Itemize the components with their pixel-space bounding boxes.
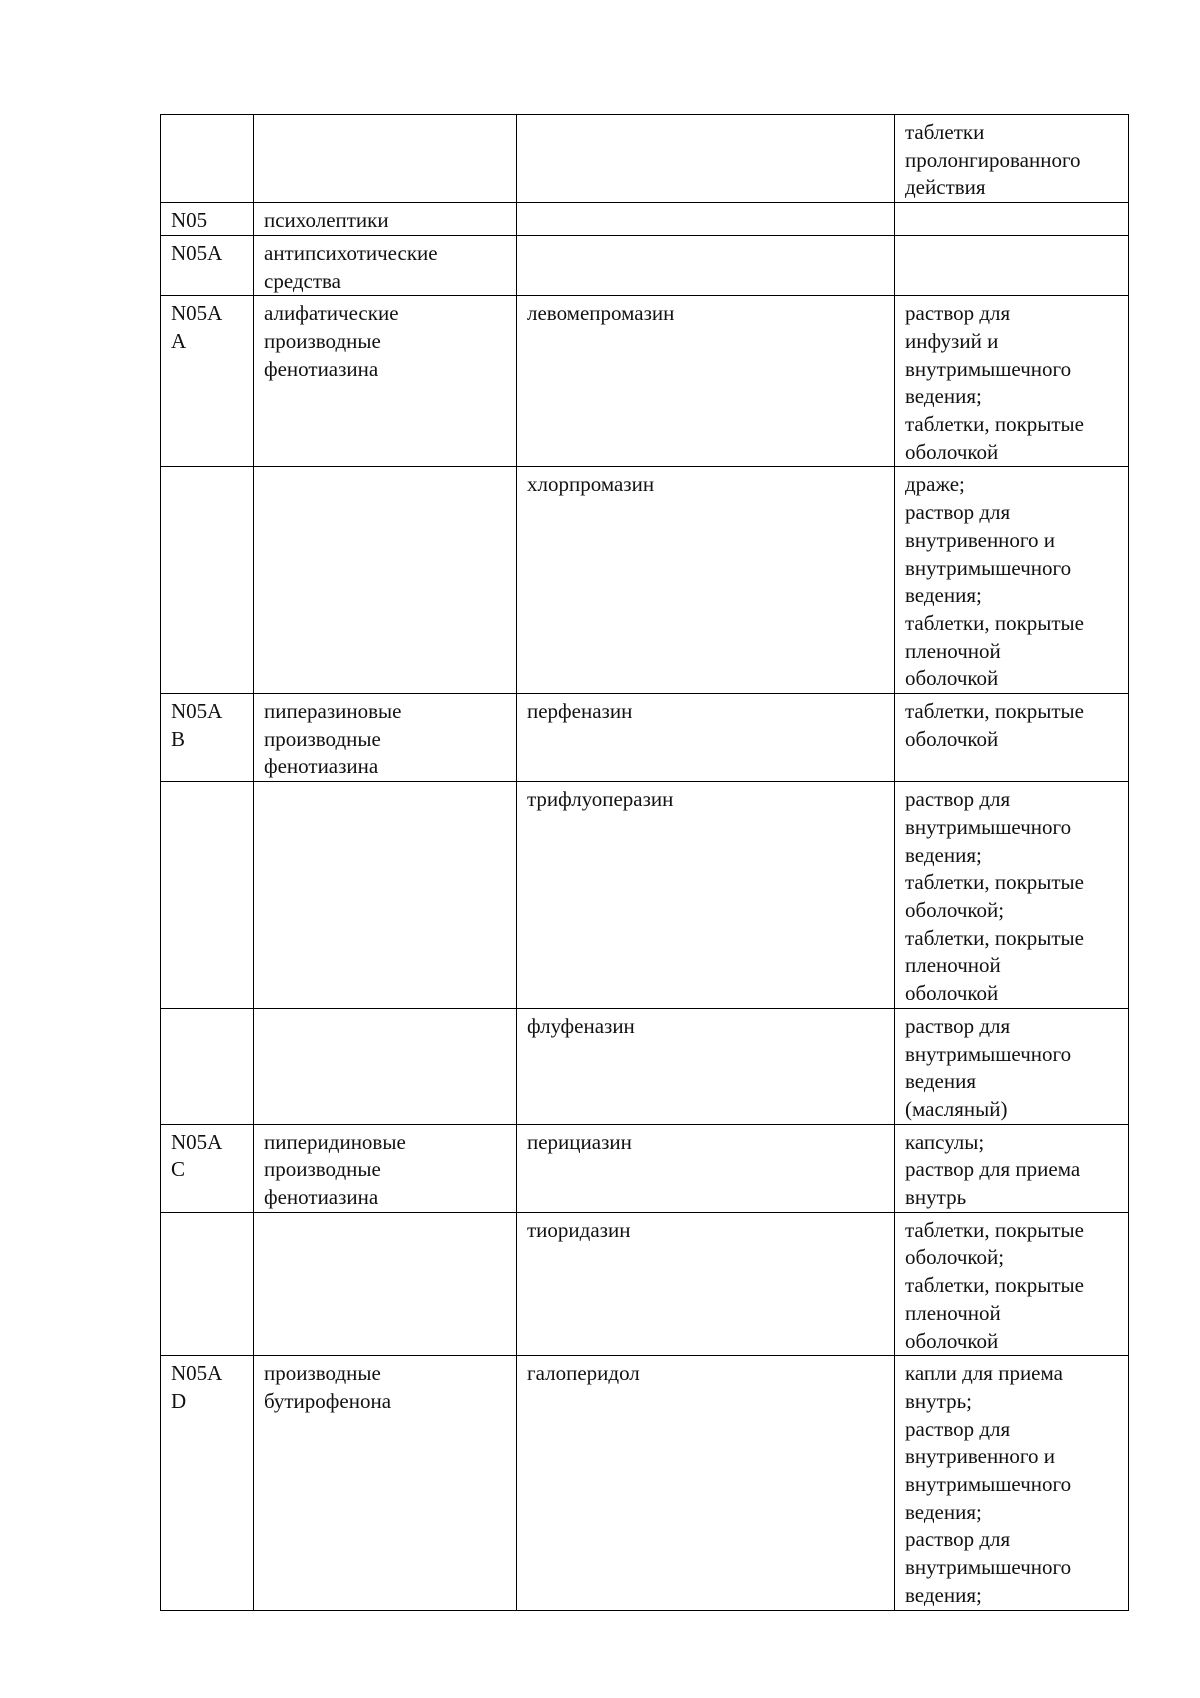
table-row bbox=[161, 1356, 1129, 1610]
pharmacological-group-cell bbox=[254, 782, 517, 1009]
table-row bbox=[161, 203, 1129, 236]
dosage-form-cell: капсулы; раствор для приема внутрь bbox=[895, 1124, 1129, 1212]
pharmacological-group-cell bbox=[254, 1212, 517, 1356]
pharmacological-group-cell: алифатические производные фенотиазина bbox=[254, 296, 517, 467]
atc-code-cell: N05A bbox=[161, 235, 254, 295]
dosage-form-cell: драже; раствор для внутривенного и внутримышечного ведения; таблетки, покрытые пленочной оболочкой bbox=[895, 467, 1129, 694]
atc-code-cell: N05A D bbox=[161, 1356, 254, 1610]
table-row bbox=[161, 235, 1129, 295]
atc-code-cell bbox=[161, 1008, 254, 1124]
atc-code-cell bbox=[161, 467, 254, 694]
drug-name-cell bbox=[517, 203, 895, 236]
pharmacological-group-cell bbox=[254, 1008, 517, 1124]
drug-name-cell: перфеназин bbox=[517, 694, 895, 782]
dosage-form-cell bbox=[895, 235, 1129, 295]
pharmacological-group-cell: антипсихотические средства bbox=[254, 235, 517, 295]
table-row bbox=[161, 782, 1129, 1009]
drug-classification-table bbox=[160, 114, 1129, 1611]
pharmacological-group-cell: производные бутирофенона bbox=[254, 1356, 517, 1610]
table-row bbox=[161, 1008, 1129, 1124]
drug-name-cell: трифлуоперазин bbox=[517, 782, 895, 1009]
atc-code-cell bbox=[161, 115, 254, 203]
atc-code-cell: N05A B bbox=[161, 694, 254, 782]
dosage-form-cell: таблетки, покрытые оболочкой bbox=[895, 694, 1129, 782]
atc-code-cell bbox=[161, 1212, 254, 1356]
drug-name-cell: перициазин bbox=[517, 1124, 895, 1212]
drug-name-cell: левомепромазин bbox=[517, 296, 895, 467]
drug-name-cell: флуфеназин bbox=[517, 1008, 895, 1124]
atc-code-cell: N05 bbox=[161, 203, 254, 236]
pharmacological-group-cell bbox=[254, 115, 517, 203]
drug-name-cell: тиоридазин bbox=[517, 1212, 895, 1356]
dosage-form-cell: раствор для инфузий и внутримышечного ведения; таблетки, покрытые оболочкой bbox=[895, 296, 1129, 467]
dosage-form-cell: капли для приема внутрь; раствор для внутривенного и внутримышечного ведения; раствор для внутримышечного ведения; bbox=[895, 1356, 1129, 1610]
pharmacological-group-cell: психолептики bbox=[254, 203, 517, 236]
pharmacological-group-cell bbox=[254, 467, 517, 694]
dosage-form-cell: таблетки, покрытые оболочкой; таблетки, покрытые пленочной оболочкой bbox=[895, 1212, 1129, 1356]
table-body bbox=[161, 115, 1129, 1611]
table-row bbox=[161, 1212, 1129, 1356]
dosage-form-cell: раствор для внутримышечного ведения (масляный) bbox=[895, 1008, 1129, 1124]
table-row bbox=[161, 296, 1129, 467]
dosage-form-cell bbox=[895, 203, 1129, 236]
drug-name-cell: хлорпромазин bbox=[517, 467, 895, 694]
atc-code-cell: N05A A bbox=[161, 296, 254, 467]
dosage-form-cell: таблетки пролонгированного действия bbox=[895, 115, 1129, 203]
atc-code-cell bbox=[161, 782, 254, 1009]
drug-name-cell bbox=[517, 235, 895, 295]
atc-code-cell: N05A C bbox=[161, 1124, 254, 1212]
pharmacological-group-cell: пиперазиновые производные фенотиазина bbox=[254, 694, 517, 782]
table-row bbox=[161, 115, 1129, 203]
table-row bbox=[161, 467, 1129, 694]
dosage-form-cell: раствор для внутримышечного ведения; таблетки, покрытые оболочкой; таблетки, покрытые пленочной оболочкой bbox=[895, 782, 1129, 1009]
drug-name-cell bbox=[517, 115, 895, 203]
drug-name-cell: галоперидол bbox=[517, 1356, 895, 1610]
pharmacological-group-cell: пиперидиновые производные фенотиазина bbox=[254, 1124, 517, 1212]
table-row bbox=[161, 694, 1129, 782]
table-row bbox=[161, 1124, 1129, 1212]
